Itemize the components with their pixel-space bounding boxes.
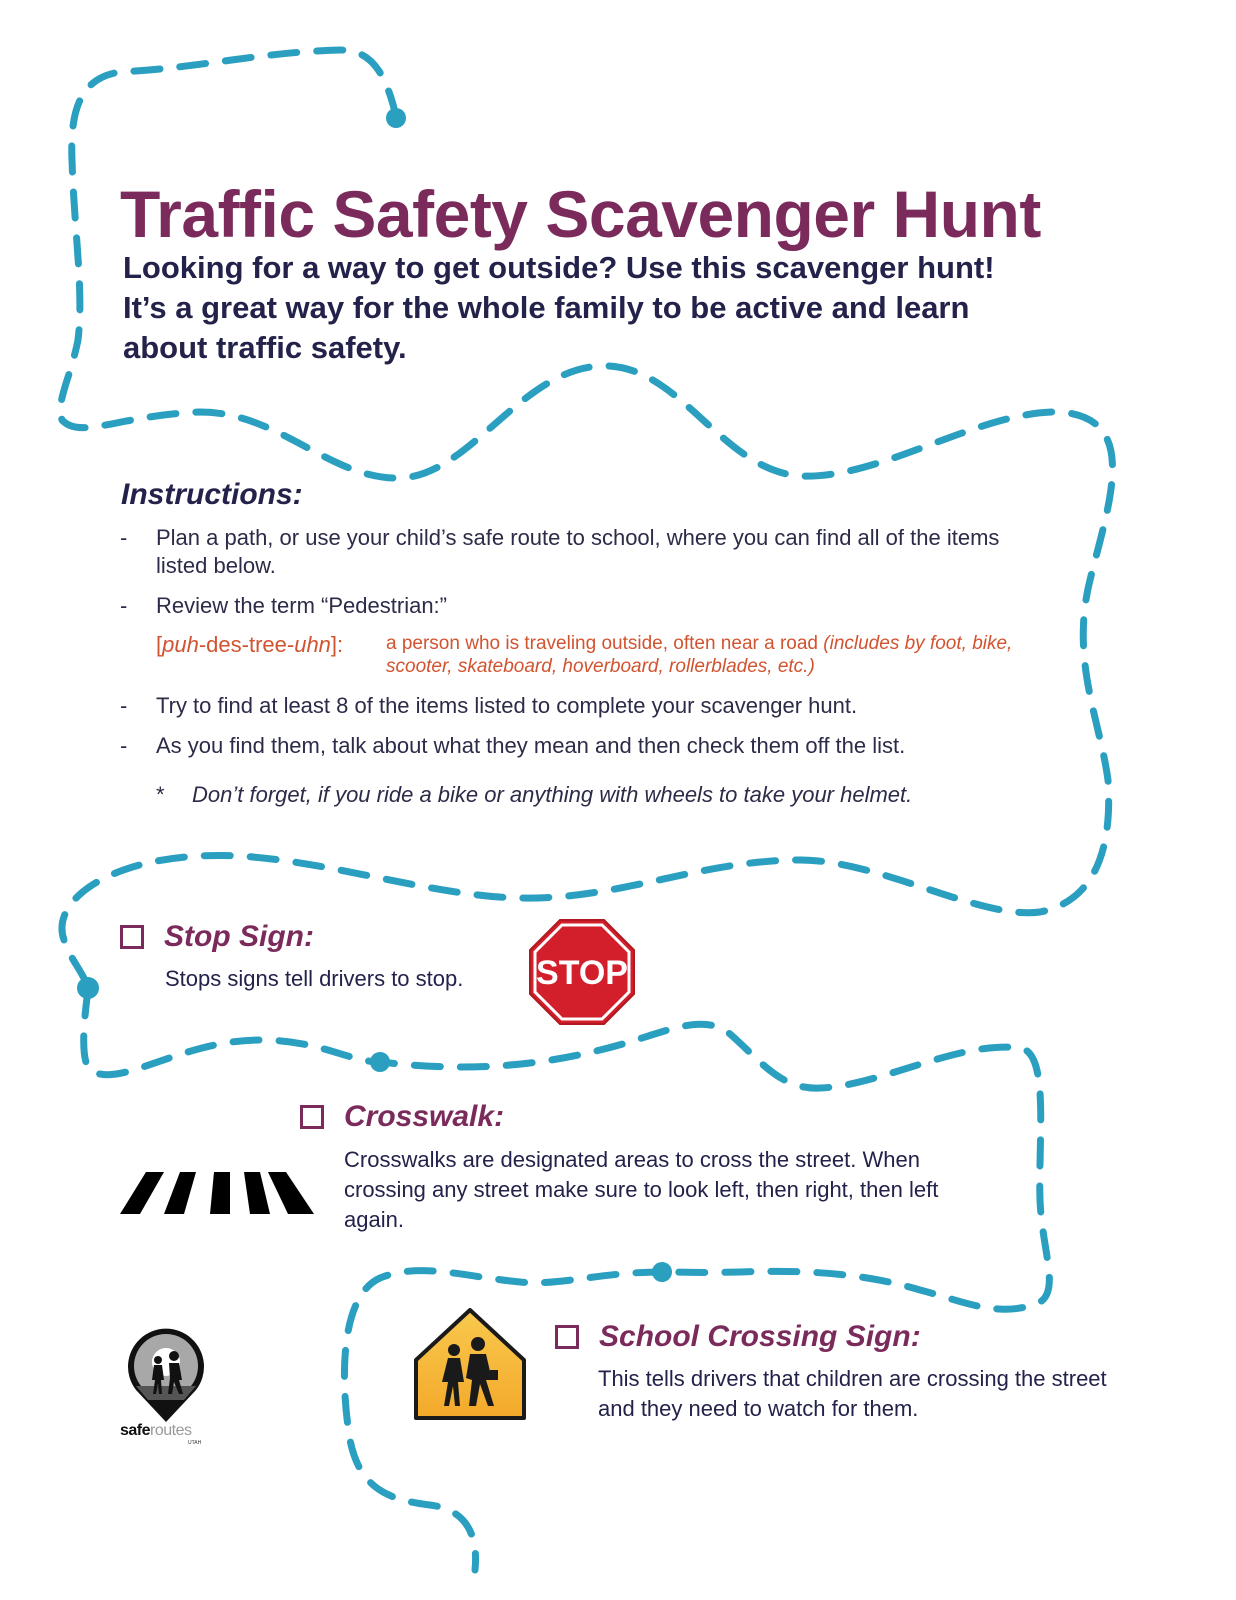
item-title: Stop Sign: [164,920,314,953]
instruction-text: Try to find at least 8 of the items listed to complete your scavenger hunt. [156,693,858,718]
intro-line: about traffic safety. [123,330,407,365]
page-title: Traffic Safety Scavenger Hunt [120,177,1041,252]
pronunciation: [puh-des-tree-uhn]: [156,632,344,657]
intro-line: Looking for a way to get outside? Use this scavenger hunt! [123,250,995,285]
instruction-text: As you find them, talk about what they mean and then check them off the list. [156,733,906,758]
instruction-text: Plan a path, or use your child’s safe route to school, where you can find all of the items listed below. [156,525,1000,578]
checkbox-stop-sign[interactable] [120,925,144,949]
instruction-text: Review the term “Pedestrian:” [156,593,447,618]
instructions-heading: Instructions: [121,478,303,511]
definition-text: a person who is traveling outside, often near a road (includes by foot, bike, scooter, skateboard, hoverboard, rollerblades, etc.) [386,633,1013,677]
instruction-item [120,732,1040,760]
item-school-crossing-sign [555,1320,921,1354]
item-title: School Crossing Sign: [599,1320,921,1353]
intro-line: It’s a great way for the whole family to be active and learn [123,290,970,325]
asterisk: * [156,782,165,807]
note-text: Don’t forget, if you ride a bike or anything with wheels to take your helmet. [192,782,913,807]
item-description: Crosswalks are designated areas to cross the street. When crossing any street make sure to look left, then right, then left again. [344,1147,939,1232]
instruction-item [120,692,1040,720]
intro-text [123,248,1083,368]
instruction-item [120,524,1040,580]
bullet: - [120,525,128,550]
checkbox-school-crossing[interactable] [555,1325,579,1349]
helmet-note [156,782,1040,808]
school-crossing-sign-icon [412,1308,528,1424]
pedestrian-definition [156,632,1040,678]
svg-text:STOP: STOP [536,954,628,992]
stop-sign-icon [528,918,636,1026]
instructions-list [120,524,1040,808]
item-crosswalk [300,1100,504,1134]
item-description: This tells drivers that children are crossing the street and they need to watch for them. [598,1366,1107,1421]
item-title: Crosswalk: [344,1100,505,1133]
safe-routes-logo-icon [124,1328,208,1424]
bullet: - [120,693,128,718]
logo-wordmark: saferoutes [120,1422,192,1439]
bullet: - [120,593,128,618]
item-stop-sign [120,920,314,954]
checkbox-crosswalk[interactable] [300,1105,324,1129]
instruction-item [120,592,1040,620]
item-description: Stops signs tell drivers to stop. [165,966,464,991]
bullet: - [120,733,128,758]
crosswalk-icon [120,1172,314,1216]
logo-subtext: UTAH [188,1440,202,1446]
